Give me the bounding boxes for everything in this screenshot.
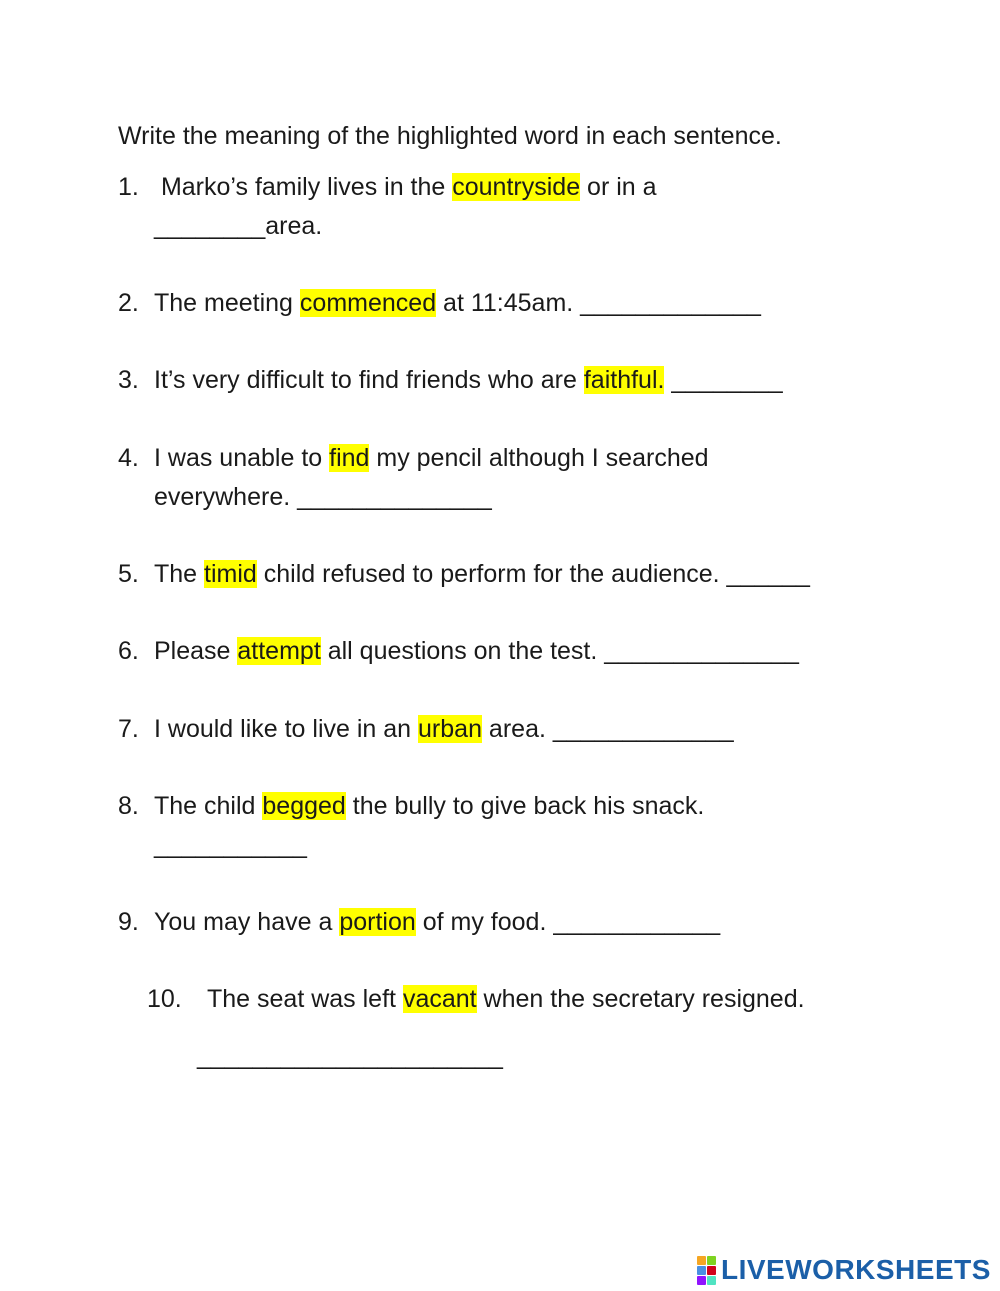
highlighted-word: commenced bbox=[299, 289, 437, 317]
sentence-text: You may have a bbox=[154, 908, 340, 936]
question-item bbox=[118, 636, 799, 666]
sentence-text: the bully to give back his snack. bbox=[345, 792, 705, 820]
question-number: 8. bbox=[118, 792, 139, 820]
answer-line[interactable]: ___________ bbox=[154, 831, 307, 859]
instruction-text: Write the meaning of the highlighted word in each sentence. bbox=[118, 122, 782, 150]
sentence-text[interactable]: child refused to perform for the audience. ______ bbox=[256, 560, 810, 588]
highlighted-word: countryside bbox=[452, 173, 581, 201]
question-item bbox=[118, 288, 761, 318]
logo-square bbox=[697, 1256, 706, 1265]
question-number: 3. bbox=[118, 366, 139, 394]
logo-square bbox=[707, 1256, 716, 1265]
answer-line[interactable]: ________area. bbox=[154, 212, 323, 240]
sentence-text: I was unable to bbox=[154, 444, 330, 472]
sentence-text: I would like to live in an bbox=[154, 715, 419, 743]
question-item bbox=[147, 984, 805, 1014]
sentence-text: It’s very difficult to find friends who are bbox=[154, 366, 584, 394]
highlighted-word: portion bbox=[339, 908, 416, 936]
question-item bbox=[118, 791, 704, 821]
highlighted-word: vacant bbox=[402, 985, 477, 1013]
liveworksheets-logo bbox=[697, 1254, 991, 1286]
sentence-text: The seat was left bbox=[207, 985, 403, 1013]
sentence-text[interactable]: ________ bbox=[664, 366, 783, 394]
sentence-text: when the secretary resigned. bbox=[476, 985, 805, 1013]
question-item bbox=[118, 559, 810, 589]
question-number: 6. bbox=[118, 637, 139, 665]
logo-square bbox=[707, 1276, 716, 1285]
question-item bbox=[118, 907, 720, 937]
highlighted-word: attempt bbox=[237, 637, 321, 665]
sentence-text: or in a bbox=[580, 173, 657, 201]
sentence-text: The meeting bbox=[154, 289, 300, 317]
question-number: 4. bbox=[118, 444, 139, 472]
sentence-text: The child bbox=[154, 792, 263, 820]
question-number: 7. bbox=[118, 715, 139, 743]
highlighted-word: timid bbox=[204, 560, 257, 588]
logo-square bbox=[697, 1276, 706, 1285]
liveworksheets-logo-icon bbox=[697, 1256, 716, 1285]
logo-square bbox=[697, 1266, 706, 1275]
sentence-text: Marko’s family lives in the bbox=[154, 173, 453, 201]
answer-line[interactable]: ______________________ bbox=[197, 1042, 503, 1070]
sentence-text: Please bbox=[154, 637, 238, 665]
sentence-text[interactable]: of my food. ____________ bbox=[415, 908, 721, 936]
question-number: 5. bbox=[118, 560, 139, 588]
highlighted-word: urban bbox=[418, 715, 482, 743]
highlighted-word: find bbox=[329, 444, 370, 472]
question-number: 9. bbox=[118, 908, 139, 936]
question-number: 2. bbox=[118, 289, 139, 317]
sentence-text: The bbox=[154, 560, 205, 588]
sentence-text: my pencil although I searched bbox=[369, 444, 709, 472]
question-item bbox=[118, 443, 709, 473]
question-number: 10. bbox=[147, 985, 182, 1013]
logo-text: LIVEWORKSHEETS bbox=[721, 1254, 991, 1285]
question-item bbox=[118, 714, 734, 744]
sentence-text[interactable]: at 11:45am. _____________ bbox=[436, 289, 761, 317]
sentence-text[interactable]: all questions on the test. ______________ bbox=[320, 637, 799, 665]
question-item bbox=[118, 172, 657, 202]
highlighted-word: begged bbox=[262, 792, 346, 820]
answer-line[interactable]: everywhere. ______________ bbox=[154, 483, 492, 511]
question-item bbox=[118, 365, 783, 395]
question-number: 1. bbox=[118, 173, 139, 201]
highlighted-word: faithful. bbox=[583, 366, 665, 394]
logo-square bbox=[707, 1266, 716, 1275]
sentence-text[interactable]: area. _____________ bbox=[481, 715, 734, 743]
